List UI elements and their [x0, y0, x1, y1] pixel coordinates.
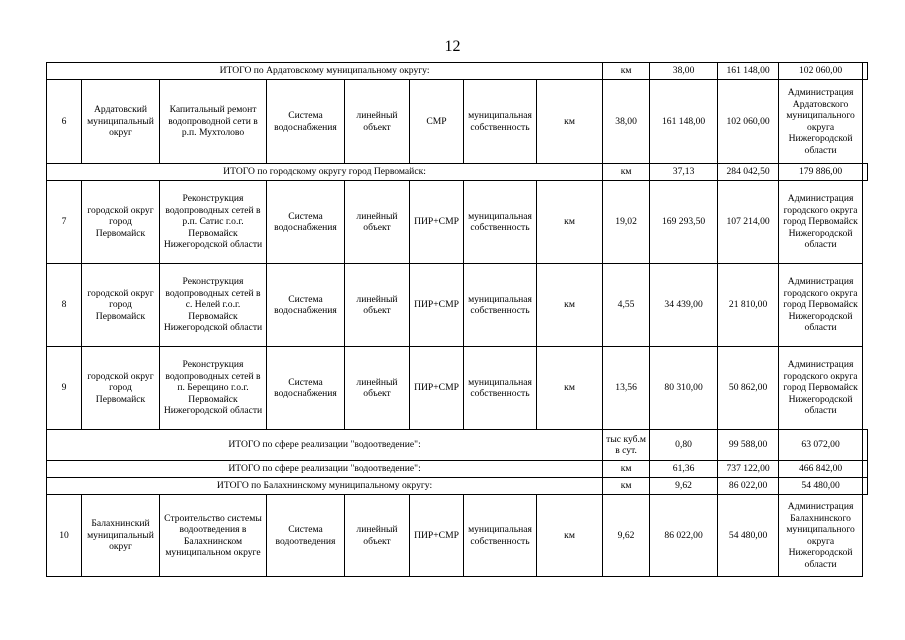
unit-cell: км	[537, 264, 603, 347]
funding-cell: 466 842,00	[779, 461, 863, 478]
object-type-cell: линейный объект	[345, 181, 410, 264]
ownership-cell: муниципальная собственность	[464, 347, 537, 430]
territory-cell: Ардатовский муниципальный округ	[82, 80, 160, 164]
page-number: 12	[444, 38, 461, 55]
cost-cell: 161 148,00	[650, 80, 718, 164]
system-cell: Система водоснабжения	[267, 347, 345, 430]
organization-cell	[863, 430, 868, 461]
object-type-cell: линейный объект	[345, 80, 410, 164]
unit-cell: тыс куб.м в сут.	[603, 430, 650, 461]
organization-cell	[863, 63, 868, 80]
organization-cell: Администрация Ардатовского муниципального округа Нижегородской области	[779, 80, 863, 164]
cost-cell: 284 042,50	[718, 164, 779, 181]
system-cell: Система водоснабжения	[267, 264, 345, 347]
summary-row	[47, 63, 868, 80]
funding-cell: 54 480,00	[718, 495, 779, 577]
summary-label: ИТОГО по Ардатовскому муниципальному округу:	[47, 63, 603, 80]
territory-cell: Балахнинский муниципальный округ	[82, 495, 160, 577]
row-number: 6	[47, 80, 82, 164]
funding-cell: 54 480,00	[779, 478, 863, 495]
territory-cell: городской округ город Первомайск	[82, 347, 160, 430]
summary-label: ИТОГО по сфере реализации "водоотведение":	[47, 430, 603, 461]
work-type-cell: ПИР+СМР	[410, 264, 464, 347]
cost-cell: 169 293,50	[650, 181, 718, 264]
quantity-cell: 9,62	[650, 478, 718, 495]
quantity-cell: 0,80	[650, 430, 718, 461]
quantity-cell: 19,02	[603, 181, 650, 264]
cost-cell: 99 588,00	[718, 430, 779, 461]
project-cell: Реконструкция водопроводных сетей в п. Берещино г.о.г. Первомайск Нижегородской области	[160, 347, 267, 430]
organization-cell: Администрация городского округа город Первомайск Нижегородской области	[779, 264, 863, 347]
row-number: 8	[47, 264, 82, 347]
row-number: 9	[47, 347, 82, 430]
cost-cell: 86 022,00	[718, 478, 779, 495]
system-cell: Система водоснабжения	[267, 80, 345, 164]
work-type-cell: ПИР+СМР	[410, 181, 464, 264]
funding-cell: 107 214,00	[718, 181, 779, 264]
project-cell: Реконструкция водопроводных сетей в р.п. Сатис г.о.г. Первомайск Нижегородской области	[160, 181, 267, 264]
quantity-cell: 38,00	[603, 80, 650, 164]
territory-cell: городской округ город Первомайск	[82, 264, 160, 347]
work-type-cell: ПИР+СМР	[410, 347, 464, 430]
quantity-cell: 13,56	[603, 347, 650, 430]
cost-cell: 80 310,00	[650, 347, 718, 430]
funding-cell: 179 886,00	[779, 164, 863, 181]
object-type-cell: линейный объект	[345, 495, 410, 577]
unit-cell: км	[603, 164, 650, 181]
project-cell: Реконструкция водопроводных сетей в с. Нелей г.о.г. Первомайск Нижегородской области	[160, 264, 267, 347]
cost-cell: 34 439,00	[650, 264, 718, 347]
unit-cell: км	[603, 461, 650, 478]
organization-cell	[863, 478, 868, 495]
data-table	[46, 62, 868, 577]
row-number: 7	[47, 181, 82, 264]
ownership-cell: муниципальная собственность	[464, 264, 537, 347]
funding-cell: 21 810,00	[718, 264, 779, 347]
unit-cell: км	[537, 80, 603, 164]
summary-row	[47, 164, 868, 181]
summary-row	[47, 430, 868, 461]
summary-row	[47, 478, 868, 495]
work-type-cell: СМР	[410, 80, 464, 164]
project-cell: Капитальный ремонт водопроводной сети в р.п. Мухтолово	[160, 80, 267, 164]
funding-cell: 102 060,00	[779, 63, 863, 80]
unit-cell: км	[603, 478, 650, 495]
table-row	[47, 181, 868, 264]
unit-cell: км	[537, 181, 603, 264]
quantity-cell: 38,00	[650, 63, 718, 80]
cost-cell: 737 122,00	[718, 461, 779, 478]
quantity-cell: 4,55	[603, 264, 650, 347]
table-row	[47, 347, 868, 430]
unit-cell: км	[603, 63, 650, 80]
summary-row	[47, 461, 868, 478]
object-type-cell: линейный объект	[345, 264, 410, 347]
organization-cell: Администрация городского округа город Первомайск Нижегородской области	[779, 181, 863, 264]
organization-cell	[863, 461, 868, 478]
territory-cell: городской округ город Первомайск	[82, 181, 160, 264]
system-cell: Система водоотведения	[267, 495, 345, 577]
summary-label: ИТОГО по городскому округу город Первомайск:	[47, 164, 603, 181]
table-row	[47, 495, 868, 577]
ownership-cell: муниципальная собственность	[464, 495, 537, 577]
quantity-cell: 37,13	[650, 164, 718, 181]
quantity-cell: 9,62	[603, 495, 650, 577]
table-row	[47, 80, 868, 164]
organization-cell: Администрация городского округа город Первомайск Нижегородской области	[779, 347, 863, 430]
cost-cell: 86 022,00	[650, 495, 718, 577]
object-type-cell: линейный объект	[345, 347, 410, 430]
organization-cell	[863, 164, 868, 181]
summary-label: ИТОГО по Балахнинскому муниципальному округу:	[47, 478, 603, 495]
funding-cell: 50 862,00	[718, 347, 779, 430]
ownership-cell: муниципальная собственность	[464, 181, 537, 264]
table-row	[47, 264, 868, 347]
work-type-cell: ПИР+СМР	[410, 495, 464, 577]
cost-cell: 161 148,00	[718, 63, 779, 80]
funding-cell: 102 060,00	[718, 80, 779, 164]
system-cell: Система водоснабжения	[267, 181, 345, 264]
unit-cell: км	[537, 347, 603, 430]
ownership-cell: муниципальная собственность	[464, 80, 537, 164]
summary-label: ИТОГО по сфере реализации "водоотведение":	[47, 461, 603, 478]
project-cell: Строительство системы водоотведения в Балахнинском муниципальном округе	[160, 495, 267, 577]
quantity-cell: 61,36	[650, 461, 718, 478]
row-number: 10	[47, 495, 82, 577]
unit-cell: км	[537, 495, 603, 577]
funding-cell: 63 072,00	[779, 430, 863, 461]
organization-cell: Администрация Балахнинского муниципального округа Нижегородской области	[779, 495, 863, 577]
